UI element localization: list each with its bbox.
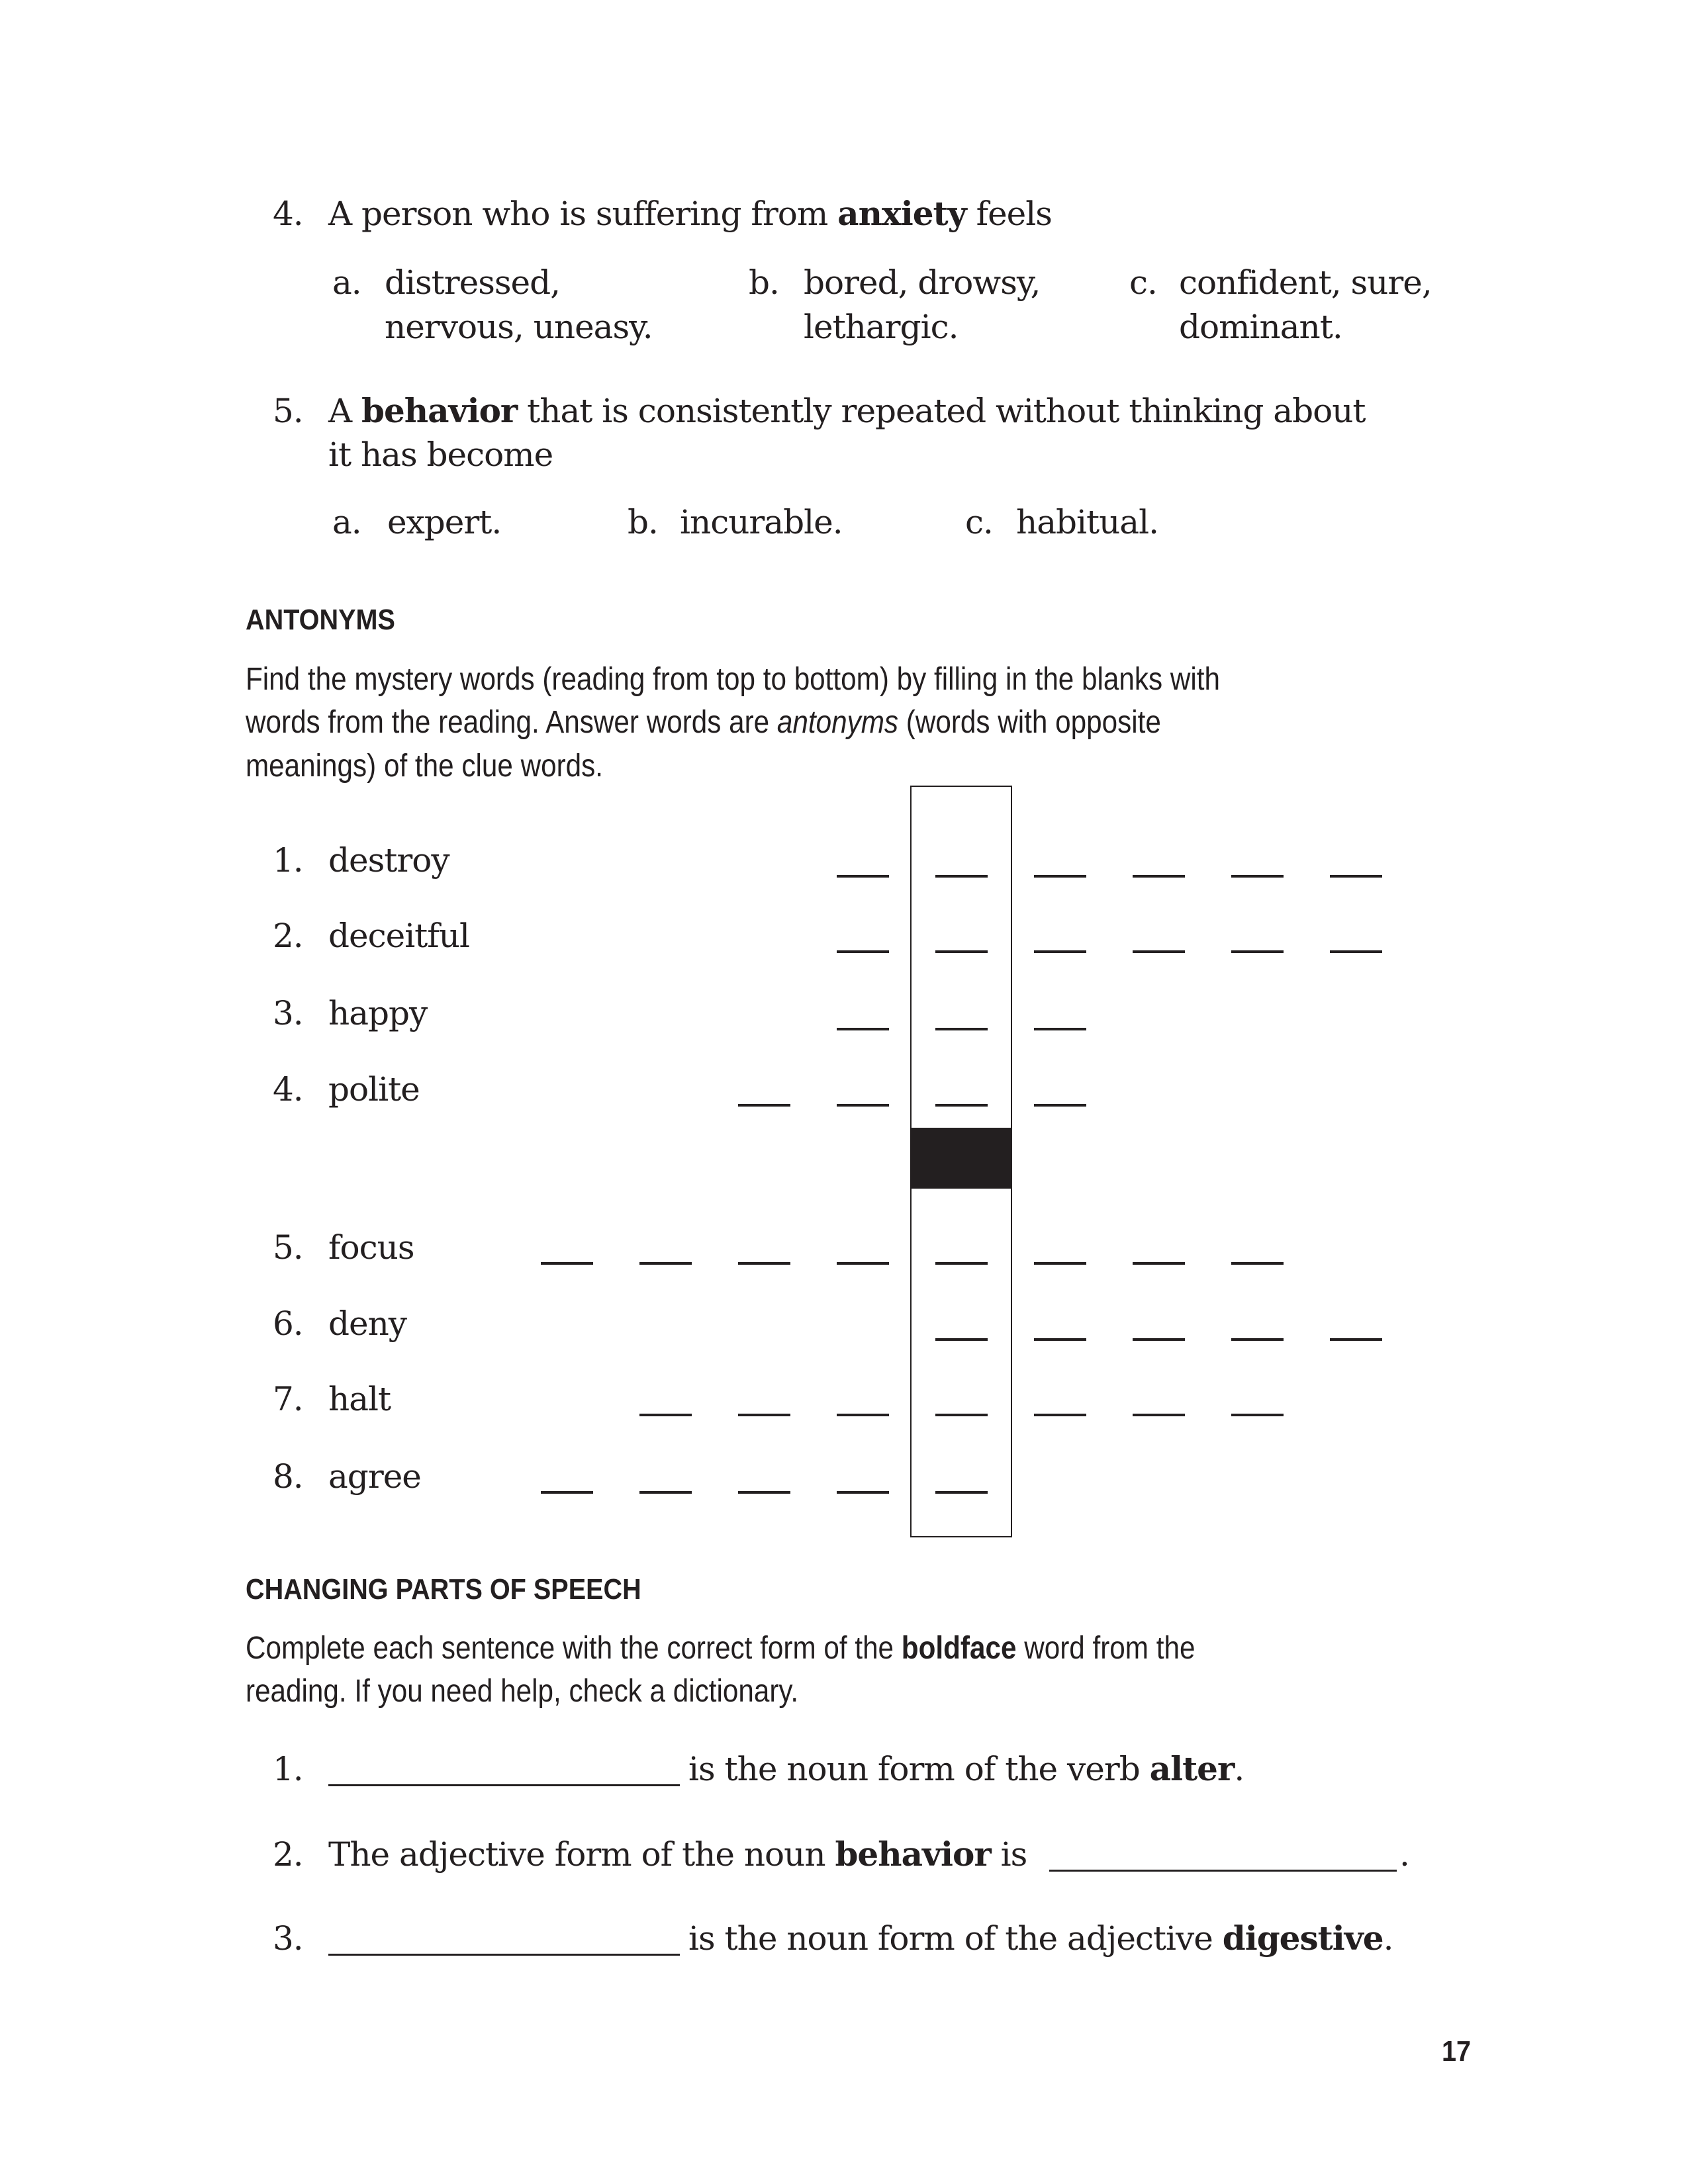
clue-number: 7. bbox=[273, 1380, 303, 1418]
section-heading-parts-of-speech: CHANGING PARTS OF SPEECH bbox=[246, 1573, 641, 1606]
clue-word: agree bbox=[328, 1457, 421, 1496]
item-text bbox=[328, 1833, 1027, 1876]
item-text-part: is bbox=[990, 1835, 1027, 1874]
letter-blank[interactable] bbox=[1231, 950, 1284, 953]
option-text: distressed, bbox=[385, 263, 561, 302]
letter-blank[interactable] bbox=[935, 875, 988, 878]
letter-blank[interactable] bbox=[1330, 875, 1382, 878]
question-stem bbox=[328, 389, 1366, 433]
letter-blank[interactable] bbox=[1034, 1338, 1086, 1341]
letter-blank[interactable] bbox=[1133, 1262, 1185, 1265]
item-text-part: is the noun form of the adjective bbox=[688, 1919, 1223, 1958]
instructions-italic: antonyms bbox=[776, 705, 899, 740]
letter-blank[interactable] bbox=[639, 1262, 692, 1265]
letter-blank[interactable] bbox=[1034, 1104, 1086, 1107]
letter-blank[interactable] bbox=[1231, 1414, 1284, 1416]
letter-blank[interactable] bbox=[1231, 875, 1284, 878]
item-text bbox=[688, 1747, 1244, 1791]
letter-blank[interactable] bbox=[935, 1491, 988, 1494]
clue-word: deny bbox=[328, 1304, 407, 1343]
answer-blank[interactable] bbox=[328, 1784, 680, 1786]
letter-blank[interactable] bbox=[1231, 1338, 1284, 1341]
clue-number: 4. bbox=[273, 1070, 303, 1109]
item-end: . bbox=[1399, 1835, 1409, 1874]
clue-number: 2. bbox=[273, 917, 303, 955]
letter-blank[interactable] bbox=[837, 1414, 889, 1416]
option-letter: a. bbox=[332, 263, 361, 302]
item-text bbox=[688, 1917, 1393, 1960]
instructions: Find the mystery words (reading from top to bottom) by filling in the blanks with bbox=[246, 662, 1220, 697]
stem-text: A bbox=[328, 392, 362, 430]
instructions-text: words from the reading. Answer words are bbox=[246, 705, 777, 740]
clue-number: 5. bbox=[273, 1228, 303, 1267]
vocab-word: digestive bbox=[1222, 1919, 1383, 1958]
item-text-part: . bbox=[1234, 1750, 1244, 1788]
letter-blank[interactable] bbox=[935, 1104, 988, 1107]
clue-word: focus bbox=[328, 1228, 414, 1267]
letter-blank[interactable] bbox=[1133, 875, 1185, 878]
clue-number: 3. bbox=[273, 994, 303, 1032]
question-number: 5. bbox=[273, 392, 303, 430]
item-text-part: is the noun form of the verb bbox=[688, 1750, 1150, 1788]
instructions bbox=[246, 701, 1161, 745]
letter-blank[interactable] bbox=[1034, 1028, 1086, 1030]
item-number: 2. bbox=[273, 1835, 303, 1874]
letter-blank[interactable] bbox=[935, 1338, 988, 1341]
letter-blank[interactable] bbox=[738, 1104, 790, 1107]
instructions-text: (words with opposite bbox=[898, 705, 1161, 740]
letter-blank[interactable] bbox=[837, 1262, 889, 1265]
letter-blank[interactable] bbox=[837, 1491, 889, 1494]
letter-blank[interactable] bbox=[738, 1491, 790, 1494]
question-stem bbox=[328, 192, 1052, 236]
option-text: nervous, uneasy. bbox=[385, 308, 653, 346]
item-text-part: The adjective form of the noun bbox=[328, 1835, 835, 1874]
item-number: 1. bbox=[273, 1750, 303, 1788]
letter-blank[interactable] bbox=[1231, 1262, 1284, 1265]
letter-blank[interactable] bbox=[935, 950, 988, 953]
option-text: bored, drowsy, bbox=[804, 263, 1041, 302]
option-letter: a. bbox=[332, 503, 361, 541]
letter-blank[interactable] bbox=[837, 1028, 889, 1030]
option-letter: b. bbox=[749, 263, 779, 302]
clue-word: happy bbox=[328, 994, 428, 1032]
stem-text: feels bbox=[966, 195, 1052, 233]
answer-blank[interactable] bbox=[1049, 1870, 1397, 1872]
letter-blank[interactable] bbox=[1133, 1414, 1185, 1416]
vocab-word: alter bbox=[1149, 1749, 1235, 1788]
letter-blank[interactable] bbox=[935, 1414, 988, 1416]
item-number: 3. bbox=[273, 1919, 303, 1958]
instructions-bold: boldface bbox=[901, 1631, 1017, 1666]
option-text: expert. bbox=[387, 503, 502, 541]
item-text-part: . bbox=[1383, 1919, 1393, 1958]
letter-blank[interactable] bbox=[639, 1491, 692, 1494]
instructions: reading. If you need help, check a dictionary. bbox=[246, 1674, 799, 1709]
option-text: dominant. bbox=[1179, 308, 1342, 346]
letter-blank[interactable] bbox=[639, 1414, 692, 1416]
vocab-word: behavior bbox=[835, 1835, 991, 1874]
letter-blank[interactable] bbox=[837, 1104, 889, 1107]
clue-word: halt bbox=[328, 1380, 391, 1418]
option-letter: b. bbox=[628, 503, 658, 541]
section-heading-antonyms: ANTONYMS bbox=[246, 604, 395, 636]
letter-blank[interactable] bbox=[935, 1262, 988, 1265]
letter-blank[interactable] bbox=[1034, 950, 1086, 953]
letter-blank[interactable] bbox=[1330, 950, 1382, 953]
question-stem-line2: it has become bbox=[328, 435, 553, 474]
letter-blank[interactable] bbox=[541, 1491, 593, 1494]
clue-word: polite bbox=[328, 1070, 420, 1109]
letter-blank[interactable] bbox=[1133, 950, 1185, 953]
letter-blank[interactable] bbox=[1133, 1338, 1185, 1341]
instructions-text: word from the bbox=[1016, 1631, 1196, 1666]
option-text: lethargic. bbox=[804, 308, 959, 346]
letter-blank[interactable] bbox=[1034, 1262, 1086, 1265]
option-text: confident, sure, bbox=[1179, 263, 1432, 302]
letter-blank[interactable] bbox=[837, 950, 889, 953]
answer-blank[interactable] bbox=[328, 1954, 680, 1956]
letter-blank[interactable] bbox=[837, 875, 889, 878]
option-letter: c. bbox=[965, 503, 993, 541]
letter-blank[interactable] bbox=[1034, 1414, 1086, 1416]
letter-blank[interactable] bbox=[541, 1262, 593, 1265]
option-text: incurable. bbox=[680, 503, 843, 541]
page-number: 17 bbox=[1442, 2035, 1472, 2068]
clue-number: 6. bbox=[273, 1304, 303, 1343]
option-text: habitual. bbox=[1016, 503, 1158, 541]
instructions: meanings) of the clue words. bbox=[246, 749, 604, 784]
clue-word: destroy bbox=[328, 841, 449, 880]
letter-blank[interactable] bbox=[935, 1028, 988, 1030]
option-letter: c. bbox=[1129, 263, 1157, 302]
vocab-word: behavior bbox=[361, 391, 518, 430]
instructions-text: Complete each sentence with the correct form of the bbox=[246, 1631, 902, 1666]
mystery-word-separator bbox=[910, 1128, 1012, 1189]
stem-text: that is consistently repeated without thinking about bbox=[517, 392, 1366, 430]
letter-blank[interactable] bbox=[1330, 1338, 1382, 1341]
vocab-word: anxiety bbox=[837, 194, 966, 233]
letter-blank[interactable] bbox=[738, 1262, 790, 1265]
question-number: 4. bbox=[273, 195, 303, 233]
instructions bbox=[246, 1627, 1195, 1670]
clue-number: 1. bbox=[273, 841, 303, 880]
stem-text: A person who is suffering from bbox=[328, 195, 838, 233]
letter-blank[interactable] bbox=[1034, 875, 1086, 878]
clue-number: 8. bbox=[273, 1457, 303, 1496]
clue-word: deceitful bbox=[328, 917, 469, 955]
letter-blank[interactable] bbox=[738, 1414, 790, 1416]
